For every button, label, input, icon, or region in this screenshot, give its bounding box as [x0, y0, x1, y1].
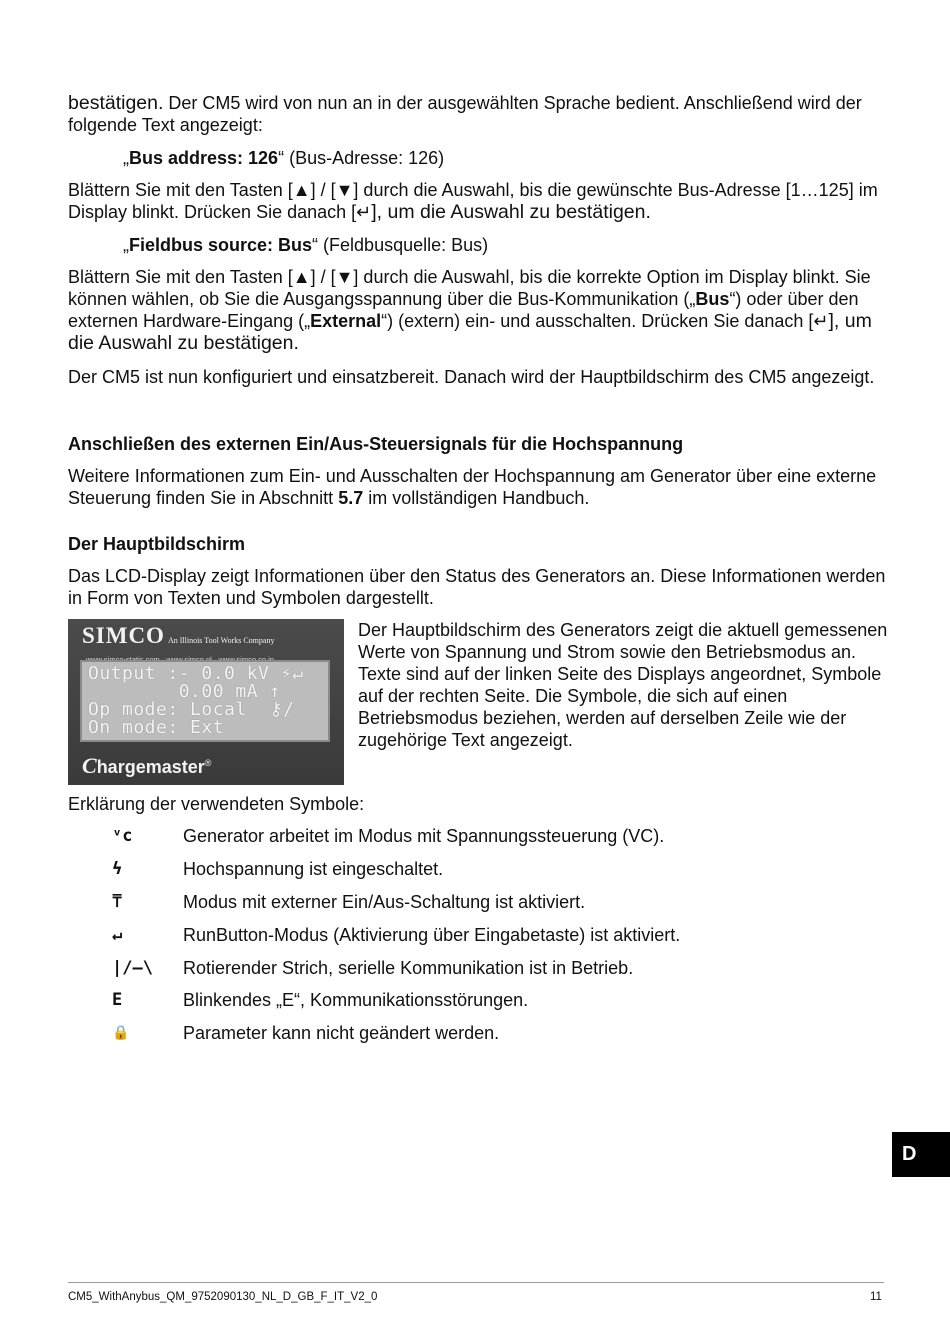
instruction-tail: ], um die Auswahl zu bestätigen.: [68, 310, 872, 354]
section-ref: 5.7: [338, 488, 364, 508]
bus-address-label: Bus address: 126: [129, 148, 279, 168]
bus-address-note: (Bus-Adresse: 126): [284, 148, 445, 168]
run-button-icon: ↵: [112, 925, 123, 945]
brand-initial: C: [82, 753, 97, 778]
intro-lead: bestätigen.: [68, 92, 164, 114]
instruction-text: Blättern Sie mit den Tasten [▲] / [▼] durch die Auswahl, bis die gewünschte Bus-Adresse [1…125] im Display blinkt. Drücken Sie danach [: [68, 180, 878, 222]
error-e-icon: E: [112, 990, 123, 1010]
fieldbus-source-note: (Feldbusquelle: Bus): [318, 235, 489, 255]
chargemaster-brand: [82, 752, 211, 778]
simco-logo: [82, 625, 274, 652]
text-part: Weitere Informationen zum Ein- und Ausschalten der Hochspannung am Generator über eine externe Steuerung finden Sie in Abschnitt: [68, 466, 877, 508]
quote-close: “: [278, 148, 285, 168]
symbol-desc: RunButton-Modus (Aktivierung über Eingabetaste) ist aktiviert.: [183, 925, 681, 945]
vc-icon: ᵛc: [112, 826, 133, 846]
logo-text: SIMCO: [82, 623, 165, 648]
symbol-desc: Hochspannung ist eingeschaltet.: [183, 859, 444, 879]
external-option: External: [310, 311, 382, 331]
external-switch-icon: ⍑: [112, 892, 123, 912]
fieldbus-instructions: [68, 266, 888, 354]
high-voltage-icon: ϟ: [112, 859, 123, 879]
language-tab: D: [892, 1132, 950, 1177]
lcd-screen: [80, 660, 330, 742]
bus-option: Bus: [695, 289, 730, 309]
enter-key-icon: ↵: [356, 202, 372, 222]
logo-tagline: An Illinois Tool Works Company: [167, 636, 275, 645]
main-screen-description: Der Hauptbildschirm des Generators zeigt die aktuell gemessenen Werte von Spannung und Strom sowie den Betriebsmodus an. Texte sind auf der linken Seite des Displays angeordnet, Symbole auf der rechten Seite. Die Symbole, die sich auf einen Betriebsmodus beziehen, werden auf derselben Zeile wie der zugehörige Text angezeigt.: [358, 620, 888, 750]
text-part: Blättern Sie mit den Tasten [▲] / [▼] durch die Auswahl, bis die korrekte Option im Display blinkt. Sie können wählen, ob Sie die Ausgangsspannung über die Bus-Kommunikation („: [68, 267, 871, 309]
symbol-desc: Rotierender Strich, serielle Kommunikation ist in Betrieb.: [183, 958, 634, 978]
text-part: im vollständigen Handbuch.: [363, 488, 590, 508]
symbol-desc: Generator arbeitet im Modus mit Spannungssteuerung (VC).: [183, 826, 665, 846]
symbol-desc: Modus mit externer Ein/Aus-Schaltung ist aktiviert.: [183, 892, 586, 912]
rotating-line-icon: |/–\: [112, 958, 153, 978]
brand-mark: ®: [204, 758, 212, 768]
brand-rest: hargemaster: [96, 757, 205, 777]
symbol-desc: Blinkendes „E“, Kommunikationsstörungen.: [183, 990, 529, 1010]
footer-divider: [68, 1282, 884, 1283]
bus-address-line: [123, 147, 444, 169]
lcd-line-3: Op mode: Local ⚷/: [88, 699, 295, 720]
section-heading-main-screen: Der Hauptbildschirm: [68, 534, 246, 554]
footer-doc-id: CM5_WithAnybus_QM_9752090130_NL_D_GB_F_IT_V2_0: [68, 1291, 378, 1303]
fieldbus-source-line: [123, 234, 488, 256]
external-control-paragraph: [68, 465, 888, 509]
quote-open: „: [123, 235, 129, 255]
text-part: “) (extern) ein- und ausschalten. Drücken Sie danach [: [381, 311, 814, 331]
enter-key-icon: ↵: [813, 311, 829, 331]
lcd-line-1: Output :- 0.0 kV ⚡↵: [88, 663, 304, 684]
intro-rest: Der CM5 wird von nun an in der ausgewählten Sprache bedient. Anschließend wird der folgende Text angezeigt:: [68, 93, 862, 135]
configured-paragraph: Der CM5 ist nun konfiguriert und einsatzbereit. Danach wird der Hauptbildschirm des CM5 angezeigt.: [68, 367, 875, 387]
quote-close: “: [312, 235, 319, 255]
lcd-photo: [68, 619, 344, 785]
lock-icon: 🔒: [112, 1025, 130, 1041]
bus-address-instructions: [68, 179, 888, 223]
instruction-tail: ], um die Auswahl zu bestätigen.: [371, 201, 651, 223]
lcd-line-2: 0.00 mA ↑: [88, 681, 281, 702]
footer-page-number: 11: [870, 1291, 882, 1303]
fieldbus-source-label: Fieldbus source: Bus: [129, 235, 313, 255]
text-part: “) oder über den externen Hardware-Eingang („: [68, 289, 859, 331]
section-heading-external-signal: Anschließen des externen Ein/Aus-Steuersignals für die Hochspannung: [68, 434, 684, 454]
quote-open: „: [123, 148, 129, 168]
symbols-intro: Erklärung der verwendeten Symbole:: [68, 794, 365, 814]
symbol-desc: Parameter kann nicht geändert werden.: [183, 1023, 500, 1043]
lcd-intro-paragraph: Das LCD-Display zeigt Informationen über den Status des Generators an. Diese Informationen werden in Form von Texten und Symbolen dargestellt.: [68, 566, 886, 608]
intro-paragraph: [68, 92, 888, 136]
lcd-line-4: On mode: Ext: [88, 717, 225, 738]
